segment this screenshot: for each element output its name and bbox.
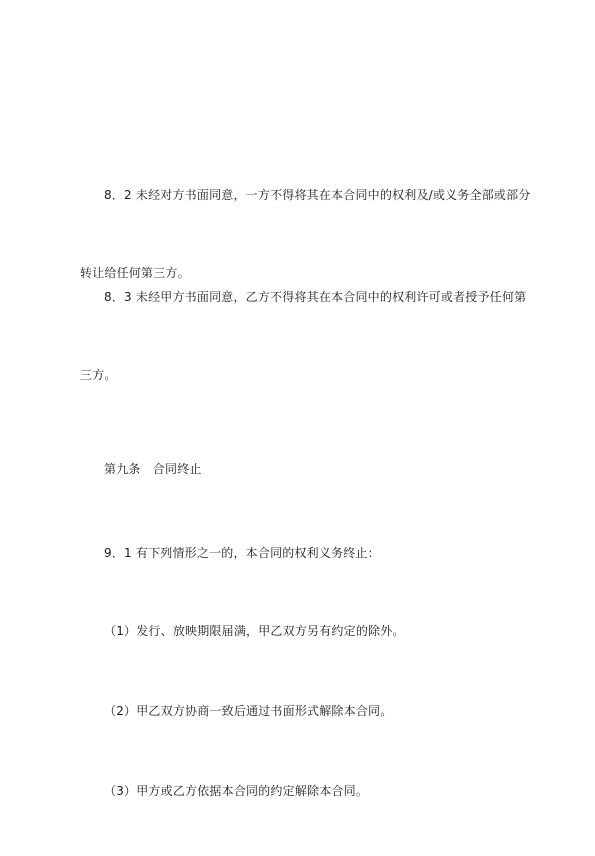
- clause-8-3-line-1: 8．3 未经甲方书面同意，乙方不得将其在本合同中的权利许可或者授予任何第: [104, 290, 527, 304]
- item-3: [80, 726, 530, 856]
- clause-8-2-line-2: 转让给任何第三方。: [80, 266, 190, 280]
- item-3-text: （3）甲方或乙方依据本合同的约定解除本合同。: [104, 784, 369, 798]
- item-2-text: （2）甲乙双方协商一致后通过书面形式解除本合同。: [104, 704, 393, 718]
- item-1-text: （1）发行、放映期限届满，甲乙双方另有约定的除外。: [104, 624, 405, 638]
- clause-9-1-text: 9．1 有下列情形之一的，本合同的权利义务终止：: [104, 546, 380, 560]
- clause-8-2-line-1: 8．2 未经对方书面同意，一方不得将其在本合同中的权利及/或义务全部或部分: [104, 188, 531, 202]
- clause-8-3-line-2: 三方。: [80, 368, 117, 382]
- article-heading-text: 第九条 合同终止: [104, 462, 202, 476]
